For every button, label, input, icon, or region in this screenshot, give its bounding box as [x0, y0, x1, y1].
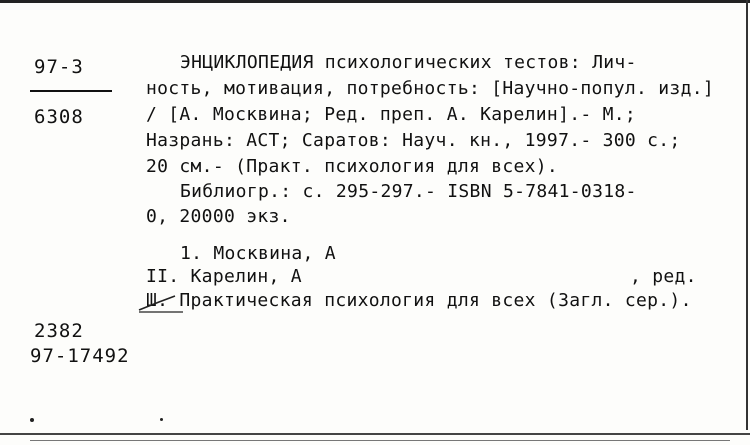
- card-dot-mark: [160, 418, 163, 421]
- call-number-middle: 6308: [34, 106, 84, 128]
- handwritten-mark-icon: [137, 292, 189, 314]
- card-bottom-shadow: [30, 440, 730, 441]
- call-number-top: 97-3: [34, 56, 84, 78]
- tracing-line-2-left: II. Карелин, А: [146, 266, 302, 287]
- entry-line-4: Назрань: АСТ; Саратов: Науч. кн., 1997.- 300 с.;: [146, 130, 681, 151]
- call-number-bottom-1: 2382: [34, 320, 84, 342]
- entry-line-3: / [А. Москвина; Ред. преп. А. Карелин].- М.;: [146, 104, 637, 125]
- tracing-line-2-right: , ред.: [630, 266, 697, 287]
- tracing-line-1: 1. Москвина, А: [180, 243, 336, 264]
- card-bottom-edge: [0, 433, 750, 435]
- entry-line-1: ЭНЦИКЛОПЕДИЯ психологических тестов: Лич-: [180, 52, 637, 73]
- card-right-edge: [746, 0, 748, 430]
- call-number-bottom-2: 97-17492: [30, 345, 130, 367]
- card-dot-mark: [30, 418, 34, 422]
- entry-line-6: Библиогр.: с. 295-297.- ISBN 5-7841-0318-: [180, 181, 637, 202]
- entry-line-5: 20 см.- (Практ. психология для всех).: [146, 156, 559, 177]
- call-number-divider: [30, 90, 112, 92]
- entry-line-7: 0, 20000 экз.: [146, 206, 291, 227]
- tracing-line-3: Ш. Практическая психология для всех (Загл. сер.).: [146, 290, 692, 311]
- card-top-edge: [0, 0, 750, 3]
- entry-line-2: ность, мотивация, потребность: [Научно-попул. изд.]: [146, 78, 714, 99]
